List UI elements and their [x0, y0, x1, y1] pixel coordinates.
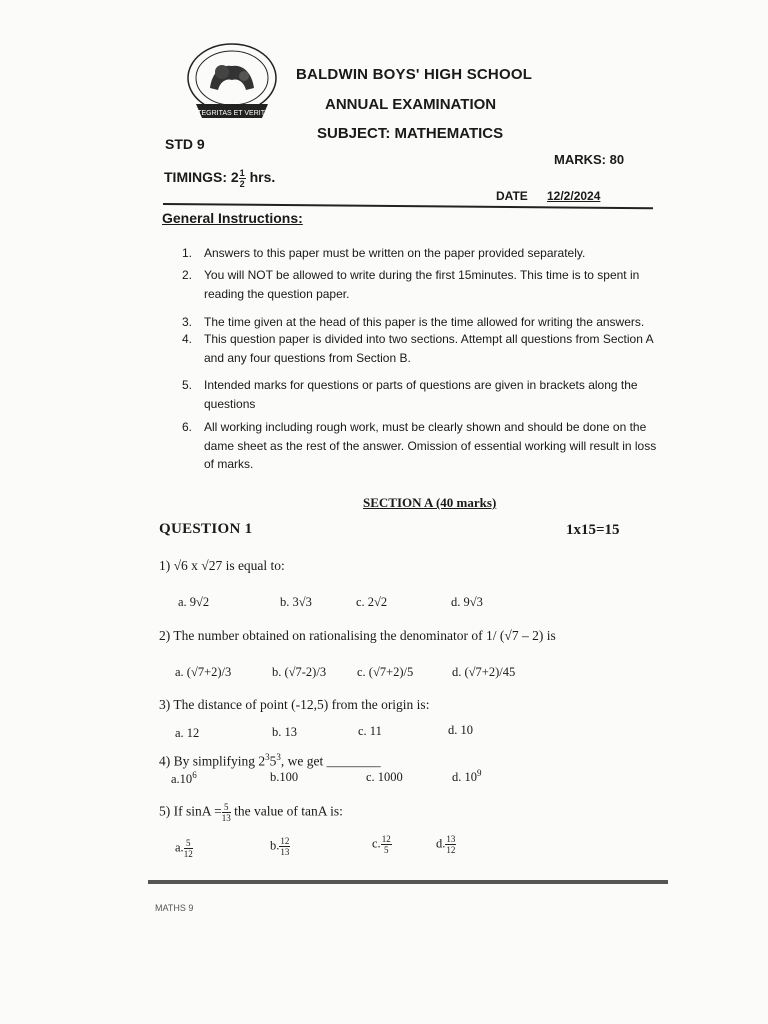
header-divider — [163, 203, 653, 209]
instruction-number: 1. — [182, 246, 193, 260]
q3-option-b: b. 13 — [272, 725, 297, 739]
instruction-line: Intended marks for questions or parts of questions are given in brackets along the — [204, 378, 638, 392]
instruction-line: questions — [204, 396, 256, 411]
q3-text: 3) The distance of point (-12,5) from the origin is: — [159, 697, 430, 712]
date-value: 12/2/2024 — [547, 189, 601, 203]
instruction-number: 3. — [182, 315, 193, 329]
question-1-label: QUESTION 1 — [159, 521, 253, 537]
footer-label: MATHS 9 — [155, 903, 194, 913]
footer-divider — [148, 880, 668, 884]
instruction-number: 2. — [182, 268, 193, 282]
instruction-item — [182, 330, 658, 367]
instruction-text — [204, 244, 658, 263]
section-a-title: SECTION A (40 marks) — [363, 495, 497, 510]
q1-option-b: b. 3√3 — [280, 595, 312, 609]
instruction-line: The time given at the head of this paper is the time allowed for writing the answers. — [204, 315, 645, 329]
q5-option-a: a. $\frac{5}{12}$ — [175, 838, 193, 859]
instruction-line: You will NOT be allowed to write during the first 15minutes. This time is to spent in — [204, 268, 640, 282]
instruction-line: dame sheet as the rest of the answer. Omission of essential working will result in loss — [204, 438, 657, 453]
q5-option-c: c. $\frac{12}{5}$ — [372, 834, 391, 855]
instructions-title: General Instructions: — [162, 210, 303, 226]
subject-title: SUBJECT: MATHEMATICS — [317, 125, 504, 142]
exam-title: ANNUAL EXAMINATION — [325, 96, 497, 113]
q1-option-a: a. 9√2 — [178, 595, 210, 609]
instruction-item — [182, 266, 658, 303]
instruction-number: 6. — [182, 420, 193, 434]
q2-option-d: d. (√7+2)/45 — [452, 665, 516, 679]
q1-text: 1) √6 x √27 is equal to: — [159, 558, 285, 573]
instruction-item — [182, 244, 658, 263]
instruction-text — [204, 376, 658, 413]
instruction-line: reading the question paper. — [204, 286, 350, 301]
question-1-marks: 1x15=15 — [566, 522, 620, 538]
instruction-item — [182, 376, 658, 413]
instruction-line: and any four questions from Section B. — [204, 350, 411, 365]
instruction-text — [204, 418, 658, 474]
instruction-line: All working including rough work, must be clearly shown and should be done on the — [204, 420, 647, 434]
timings: TIMINGS: 2 $\frac{1}{2}$ hrs. — [164, 168, 276, 189]
q3-option-a: a. 12 — [175, 726, 200, 740]
school-name: BALDWIN BOYS' HIGH SCHOOL — [296, 66, 533, 83]
q1-option-c: c. 2√2 — [356, 595, 388, 609]
instruction-number: 5. — [182, 378, 193, 392]
q4-option-a: $a.10^6$ — [171, 770, 197, 787]
instruction-text — [204, 313, 658, 332]
date-label: DATE — [496, 189, 528, 203]
q4-option-c: c. 1000 — [366, 770, 403, 784]
q4-option-d: d. $10^9$ — [452, 768, 482, 785]
instruction-text — [204, 330, 658, 367]
q5-option-b: b. $\frac{12}{13}$ — [270, 836, 290, 857]
instruction-line: Answers to this paper must be written on the paper provided separately. — [204, 246, 586, 260]
total-marks: MARKS: 80 — [554, 152, 625, 167]
instruction-item — [182, 418, 658, 474]
school-crest-logo — [182, 36, 282, 132]
q4-text: 4) By simplifying $2^35^3$, we get ________ — [159, 752, 381, 769]
instruction-line: of marks. — [204, 457, 254, 471]
q2-option-b: b. (√7-2)/3 — [272, 665, 327, 679]
standard-label: STD 9 — [165, 136, 205, 152]
instruction-text — [204, 266, 658, 303]
q2-option-a: a. (√7+2)/3 — [175, 665, 232, 679]
instruction-line: This question paper is divided into two sections. Attempt all questions from Section A — [204, 332, 654, 346]
instruction-number: 4. — [182, 332, 193, 346]
q5-text: 5) If sinA = $\frac{5}{13}$ the value of tanA is: — [159, 802, 343, 823]
q4-option-b: b.100 — [270, 770, 299, 784]
svg-text:INTEGRITAS ET VERITAS: INTEGRITAS ET VERITAS — [190, 110, 274, 117]
q1-option-d: d. 9√3 — [451, 595, 483, 609]
q2-text: 2) The number obtained on rationalising the denominator of 1/ (√7 – 2) is — [159, 628, 556, 643]
q3-option-c: c. 11 — [358, 724, 382, 738]
q5-option-d: d. $\frac{13}{12}$ — [436, 834, 456, 855]
q3-option-d: d. 10 — [448, 723, 473, 737]
instruction-item — [182, 313, 658, 332]
q2-option-c: c. (√7+2)/5 — [357, 665, 414, 679]
